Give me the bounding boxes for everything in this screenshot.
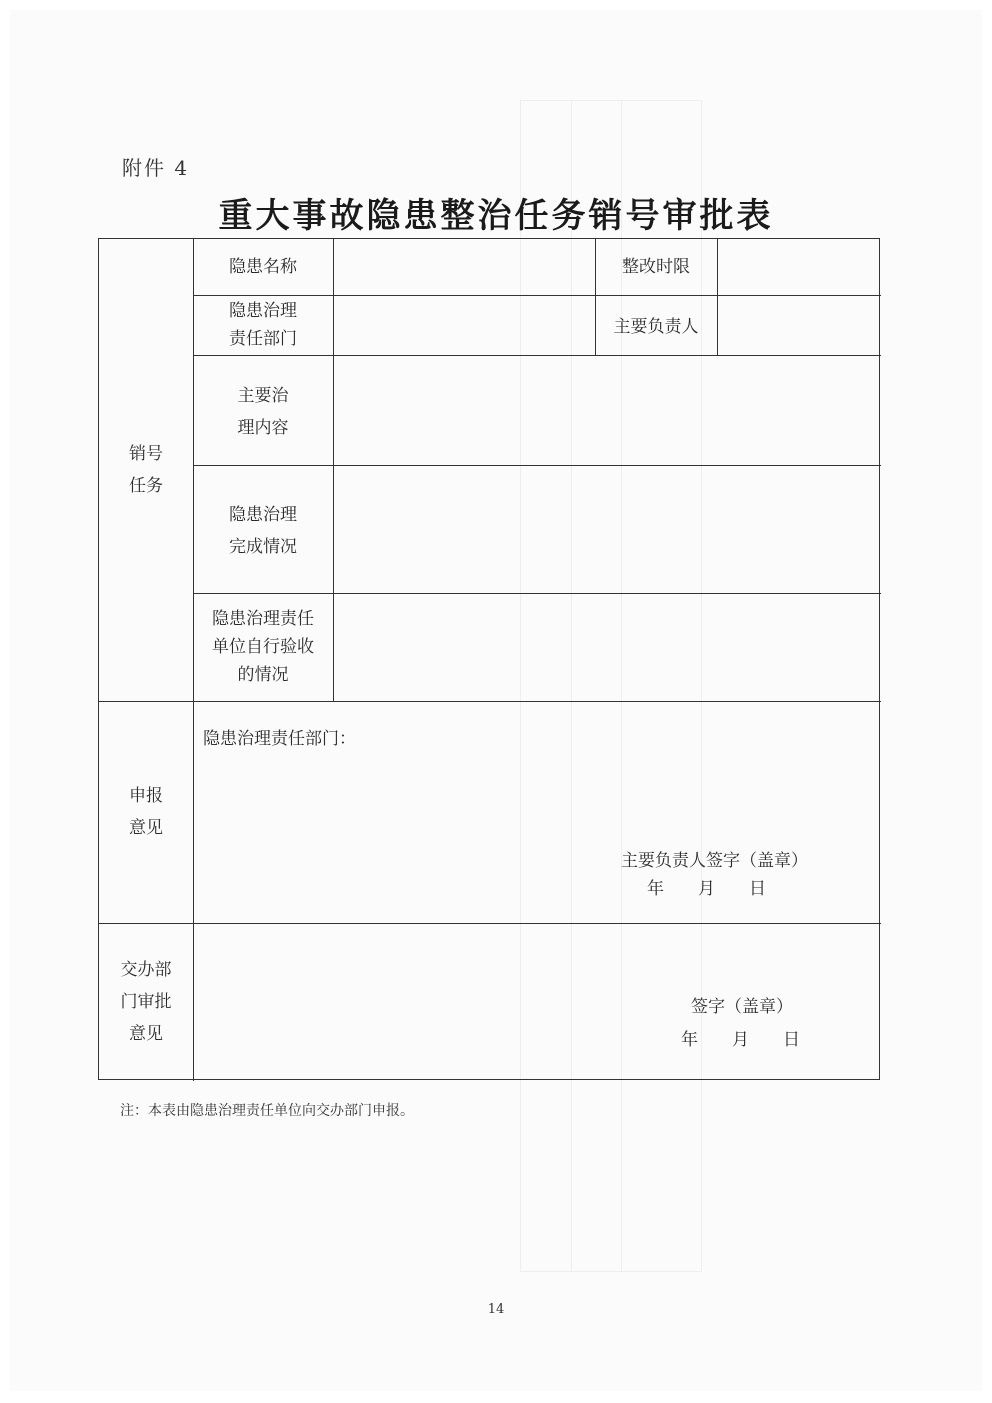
report-dept-prompt: 隐患治理责任部门： (203, 729, 356, 749)
acceptance-label: 隐患治理责任 单位自行验收 的情况 (212, 609, 314, 685)
page-number: 14 (487, 1302, 505, 1317)
row-divider (193, 295, 881, 296)
principal-label: 主要负责人 (613, 317, 699, 337)
section-divider (99, 923, 881, 924)
content-label: 主要治 理内容 (237, 386, 289, 438)
completion-label: 隐患治理 完成情况 (229, 505, 297, 557)
approval-section-label: 交办部 门审批 意见 (120, 960, 172, 1044)
section-divider (99, 701, 881, 702)
page-title: 重大事故隐患整治任务销号审批表 (218, 196, 774, 236)
approval-form-table (98, 238, 880, 1080)
approval-date: 年 月 日 (681, 1030, 800, 1050)
row-divider (193, 465, 881, 466)
task-section-label: 销号 任务 (129, 444, 163, 496)
column-divider (717, 239, 718, 355)
footnote: 注：本表由隐患治理责任单位向交办部门申报。 (120, 1103, 414, 1119)
row-divider (193, 593, 881, 594)
responsible-dept-label: 隐患治理 责任部门 (229, 301, 297, 349)
column-divider (333, 239, 334, 701)
report-date: 年 月 日 (647, 879, 766, 899)
hazard-name-label: 隐患名称 (229, 257, 297, 277)
approval-signature-label: 签字（盖章） (691, 997, 793, 1017)
attachment-label: 附件 4 (122, 156, 190, 180)
report-section-label: 申报 意见 (129, 786, 163, 838)
row-divider (193, 355, 881, 356)
deadline-label: 整改时限 (622, 257, 690, 277)
report-signature-label: 主要负责人签字（盖章） (621, 851, 808, 871)
